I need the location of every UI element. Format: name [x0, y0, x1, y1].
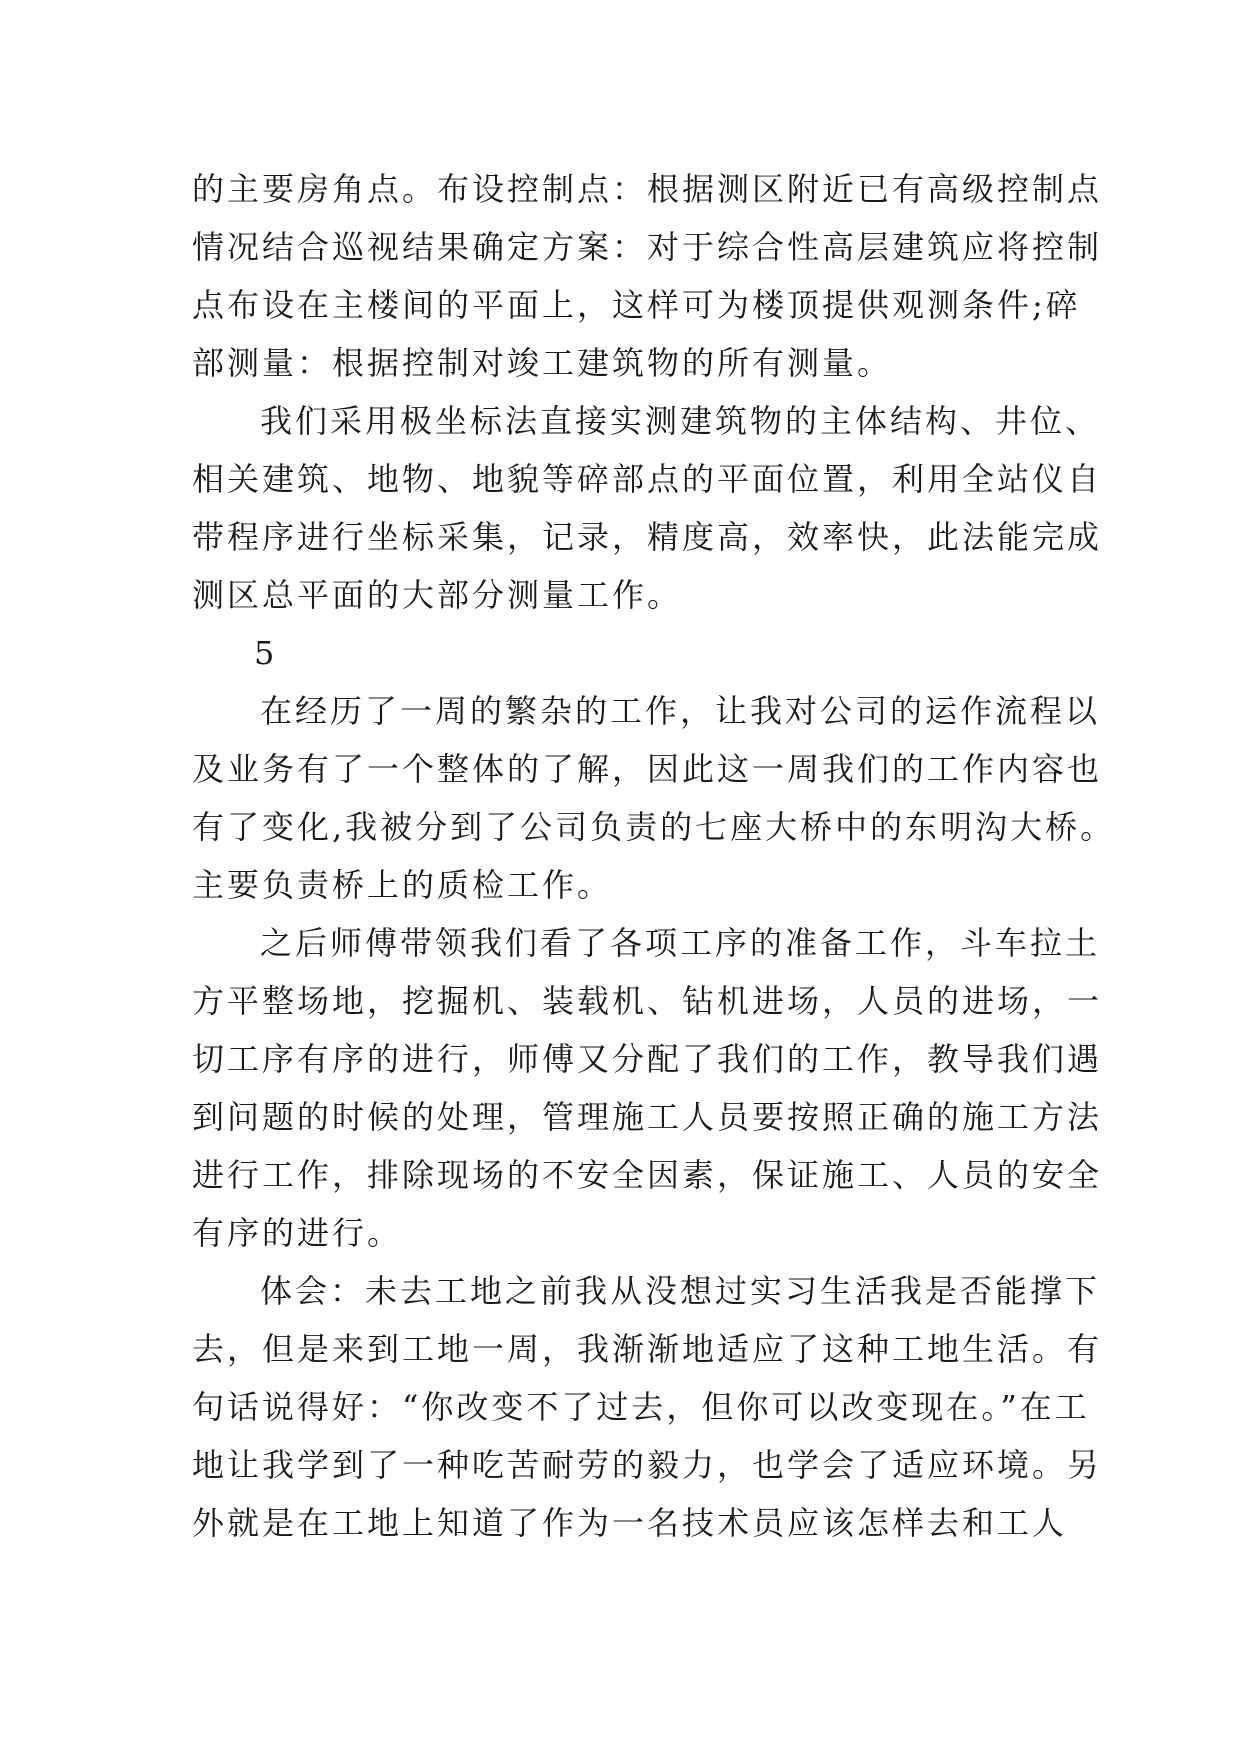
text-line: 去，但是来到工地一周，我渐渐地适应了这种工地生活。有 — [192, 1330, 1103, 1368]
text-line: 句话说得好：“你改变不了过去，但你可以改变现在。”在工 — [192, 1388, 1090, 1426]
text-line: 进行工作，排除现场的不安全因素，保证施工、人员的安全 — [192, 1156, 1103, 1194]
text-line: 情况结合巡视结果确定方案：对于综合性高层建筑应将控制 — [192, 228, 1103, 266]
paragraph-week-work — [192, 682, 1116, 914]
text-line: 部测量：根据控制对竣工建筑物的所有测量。 — [192, 344, 893, 382]
text-line: 带程序进行坐标采集，记录，精度高，效率快，此法能完成 — [192, 518, 1103, 556]
text-line: 有了变化,我被分到了公司负责的七座大桥中的东明沟大桥。 — [192, 808, 1116, 846]
text-line: 在经历了一周的繁杂的工作，让我对公司的运作流程以 — [260, 692, 1101, 730]
text-line: 的主要房角点。布设控制点：根据测区附近已有高级控制点 — [192, 170, 1103, 208]
text-line: 测区总平面的大部分测量工作。 — [192, 576, 683, 614]
text-line: 我们采用极坐标法直接实测建筑物的主体结构、井位、 — [260, 402, 1101, 440]
text-line: 及业务有了一个整体的了解，因此这一周我们的工作内容也 — [192, 750, 1103, 788]
text-line: 点布设在主楼间的平面上，这样可为楼顶提供观测条件;碎 — [192, 286, 1081, 324]
paragraph-reflection — [192, 1262, 1103, 1552]
paragraph-master-guidance — [192, 914, 1103, 1262]
section-number — [192, 624, 1052, 682]
text-line: 相关建筑、地物、地貌等碎部点的平面位置，利用全站仪自 — [192, 460, 1103, 498]
text-line: 切工序有序的进行，师傅又分配了我们的工作，教导我们遇 — [192, 1040, 1103, 1078]
text-line: 有序的进行。 — [192, 1214, 403, 1252]
text-line: 地让我学到了一种吃苦耐劳的毅力，也学会了适应环境。另 — [192, 1446, 1103, 1484]
text-line: 到问题的时候的处理，管理施工人员要按照正确的施工方法 — [192, 1098, 1103, 1136]
section-number-text: 5 — [254, 634, 278, 672]
paragraph-polar-coordinates — [192, 392, 1103, 624]
document-body — [192, 160, 1116, 1552]
paragraph-control-points — [192, 160, 1103, 392]
text-line: 主要负责桥上的质检工作。 — [192, 866, 613, 904]
text-line: 之后师傅带领我们看了各项工序的准备工作，斗车拉土 — [260, 924, 1101, 962]
text-line: 方平整场地，挖掘机、装载机、钻机进场，人员的进场，一 — [192, 982, 1103, 1020]
text-line: 外就是在工地上知道了作为一名技术员应该怎样去和工人 — [192, 1504, 1068, 1542]
text-line: 体会：未去工地之前我从没想过实习生活我是否能撑下 — [260, 1272, 1101, 1310]
